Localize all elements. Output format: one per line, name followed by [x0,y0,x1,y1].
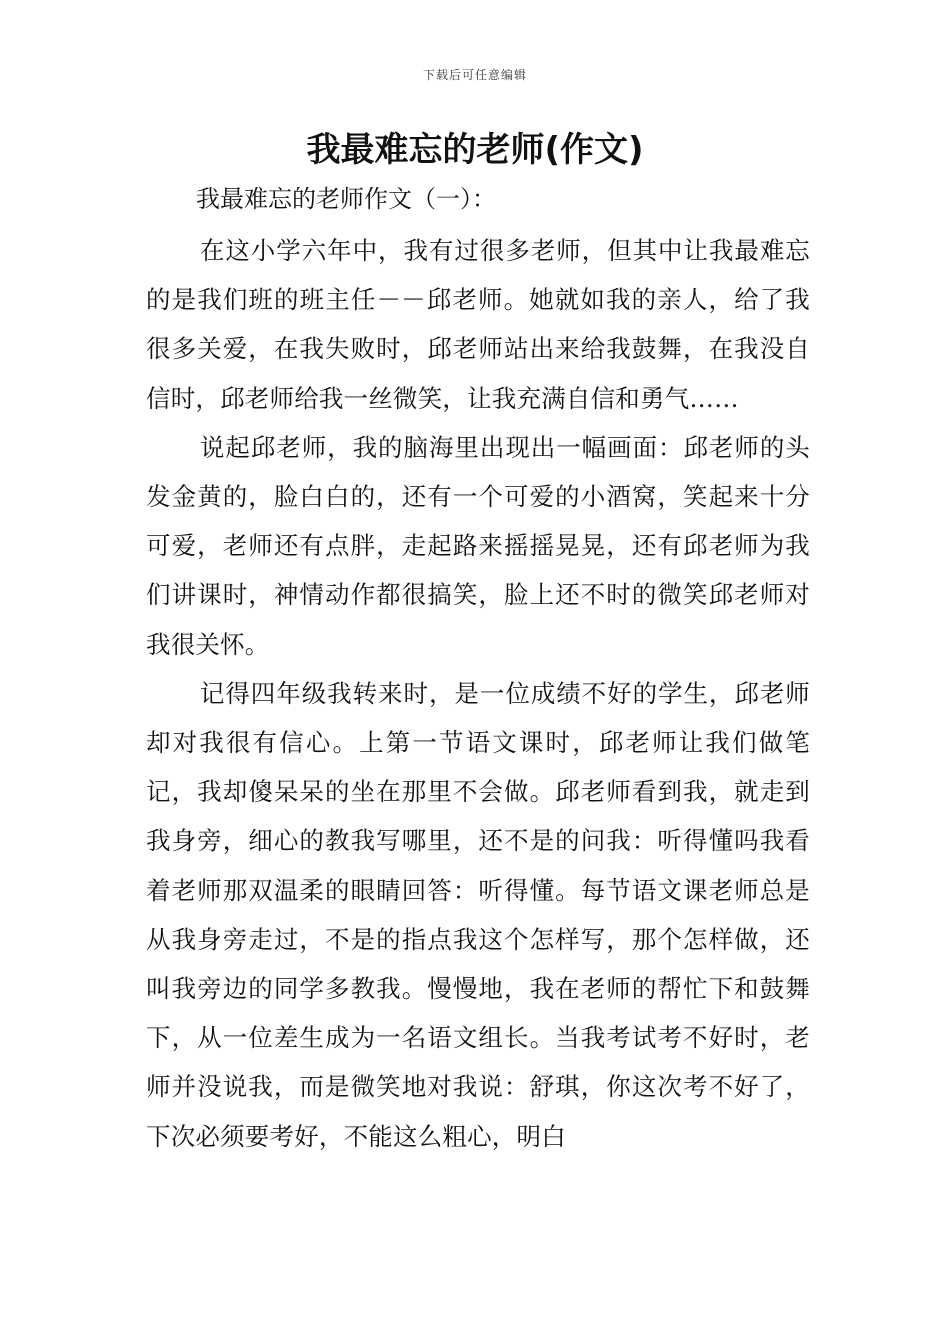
paragraph-1: 在这小学六年中，我有过很多老师，但其中让我最难忘的是我们班的班主任－－邱老师。她就如我的亲人，给了我很多关爱，在我失败时，邱老师站出来给我鼓舞，在我没自信时，邱老师给我一丝微笑，让我充满自信和勇气…… [146,236,810,413]
paragraph-3: 记得四年级我转来时，是一位成绩不好的学生，邱老师却对我很有信心。上第一节语文课时，邱老师让我们做笔记，我却傻呆呆的坐在那里不会做。邱老师看到我，就走到我身旁，细心的教我写哪里，还不是的问我：听得懂吗我看着老师那双温柔的眼睛回答：听得懂。每节语文课老师总是从我身旁走过，不是的指点我这个怎样写，那个怎样做，还叫我旁边的同学多教我。慢慢地，我在老师的帮忙下和鼓舞下，从一位差生成为一名语文组长。当我考试考不好时，老师并没说我，而是微笑地对我说：舒琪，你这次考不好了，下次必须要考好，不能这么粗心，明白 [146,678,810,1151]
document-title: 我最难忘的老师(作文) [306,130,644,170]
paragraph-2: 说起邱老师，我的脑海里出现出一幅画面：邱老师的头发金黄的，脸白白的，还有一个可爱的小酒窝，笑起来十分可爱，老师还有点胖，走起路来摇摇晃晃，还有邱老师为我们讲课时，神情动作都很搞笑，脸上还不时的微笑邱老师对我很关怀。 [146,432,810,659]
document-body [146,226,810,1161]
header-note: 下载后可任意编辑 [422,68,527,82]
document-subtitle: 我最难忘的老师作文（一）： [196,185,496,213]
